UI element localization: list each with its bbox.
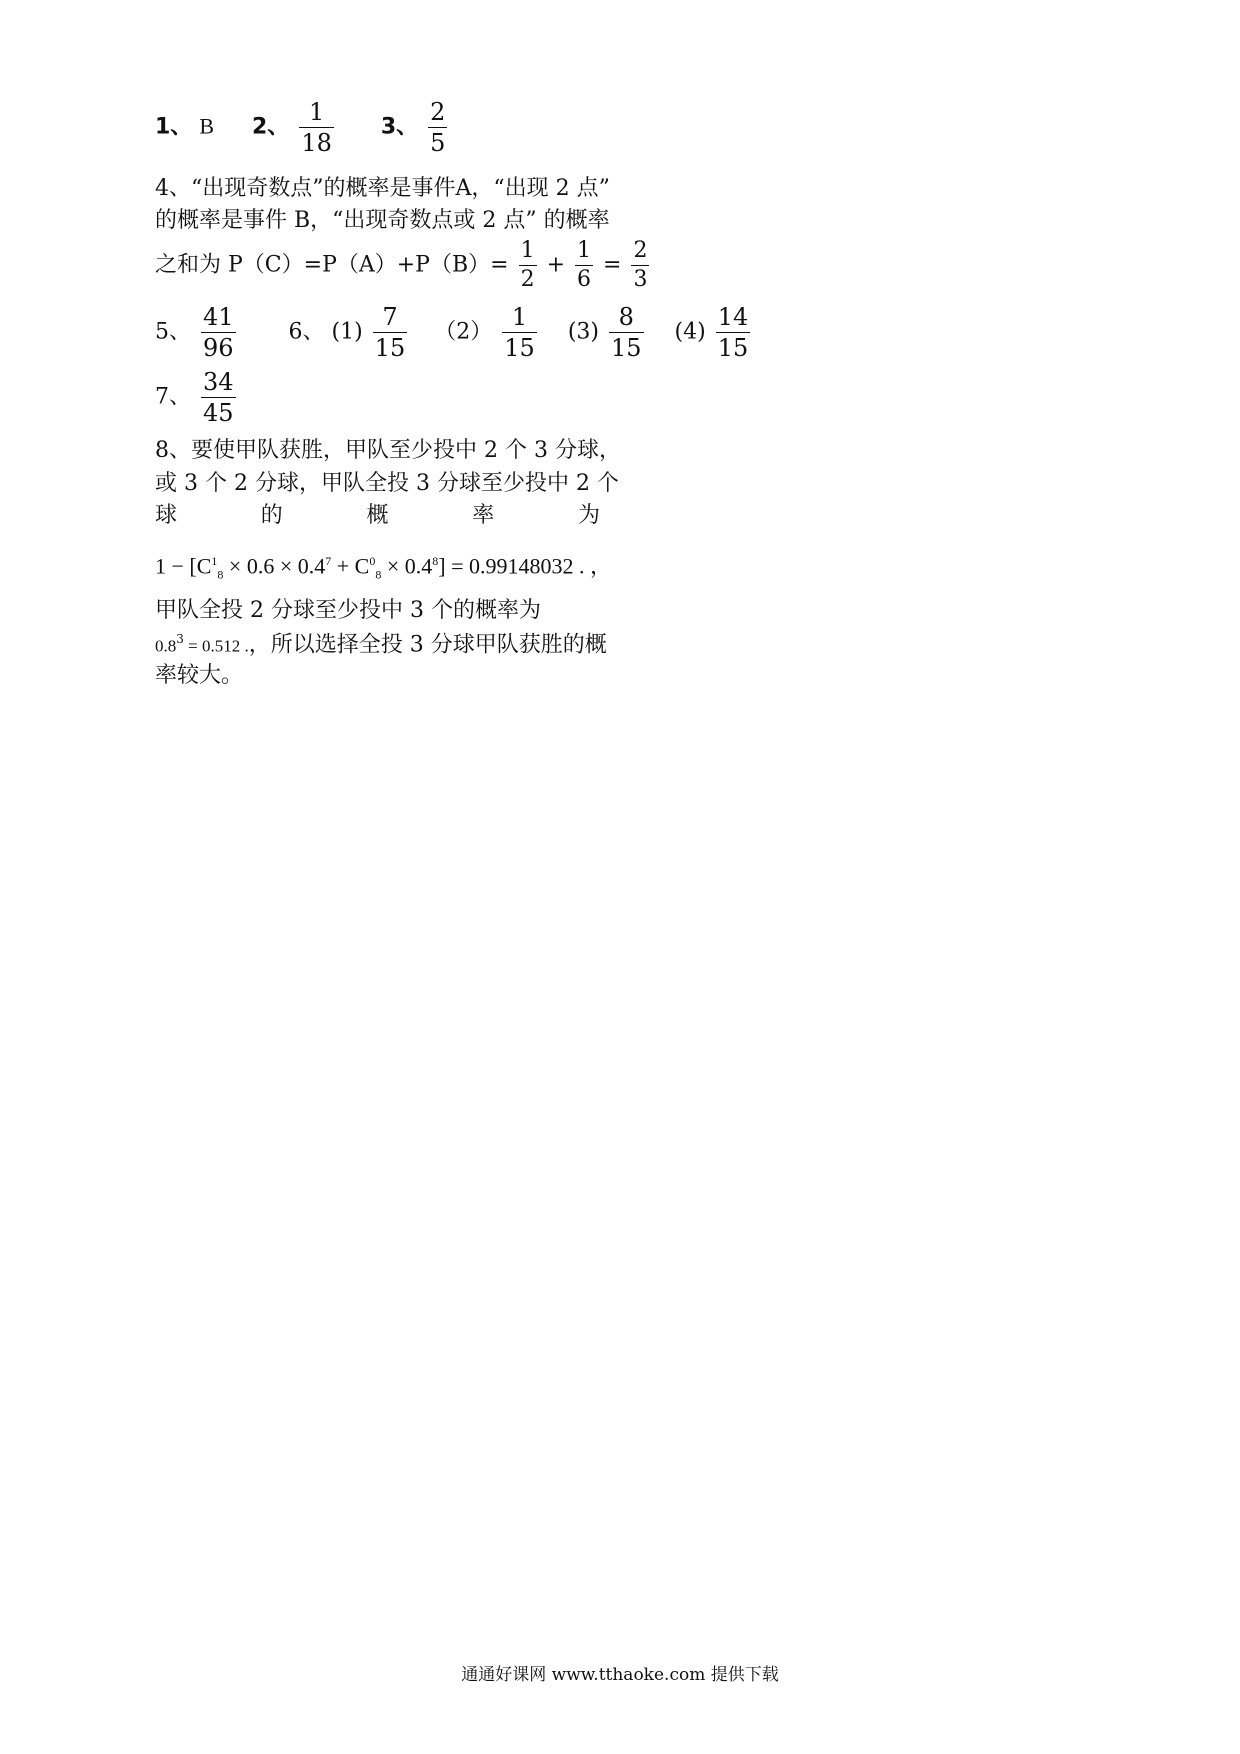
answer-4-equals: = [603,252,622,278]
answer-5-fraction: $\frac{41}{96}$ [203,303,234,362]
answer-7-fraction: $\frac{34}{45}$ [203,368,234,427]
answer-3-fraction: $\frac{2}{5}$ [430,98,446,157]
answer-7-number: 7、 [155,384,191,410]
answer-2-fraction: $\frac{1}{18}$ [301,98,332,157]
answer-6-part-4-label: (4) [674,319,706,345]
answer-6-part-1-fraction: $\frac{7}{15}$ [374,303,406,362]
answer-8-formula: $1 - [C^1_8 \times 0.6 \times 0.4^7 + C^0_8 \times 0.4^8] = 0.99148032$ . ， [155,553,612,582]
answer-7 [155,370,239,425]
answer-5-number: 5、 [155,319,191,345]
answer-6-part-1-label: (1) [331,319,363,345]
answer-8-line-3 [155,505,600,527]
answer-4-fraction-1: $\frac{1}{2}$ [520,238,535,292]
answer-8-word: 的 [260,503,283,528]
answer-8-word: 球 [155,503,178,528]
answer-3-number: 3、 [380,114,419,140]
answer-8-line-1: 8、要使甲队获胜，甲队至少投中 2 个 3 分球， [155,438,621,463]
answer-6-part-2-fraction: $\frac{1}{15}$ [504,303,535,362]
answer-6-part-3-fraction: $\frac{8}{15}$ [610,303,642,362]
answer-8-line-2: 或 3 个 2 分球，甲队全投 3 分球至少投中 2 个 [155,471,619,496]
answers-5-6 [155,305,753,360]
answer-2-number: 2、 [252,114,290,140]
answer-6-number: 6、 [288,319,325,345]
answer-4-fraction-2: $\frac{1}{6}$ [577,238,592,292]
answer-6-part-3-label: (3) [567,319,599,345]
answer-4-plus: + [546,252,566,278]
answer-4-line-1: 4、“出现奇数点”的概率是事件A，“出现 2 点” [155,176,610,201]
answer-8-word: 率 [472,503,495,528]
answer-8-word: 为 [577,503,600,528]
answer-8-line-6: $0.8^3 = 0.512$ .，所以选择全投 3 分球甲队获胜的概 [155,632,607,658]
answers-1-3 [155,100,450,155]
answer-6-part-4-fraction: $\frac{14}{15}$ [717,303,749,362]
answer-8-word: 概 [366,503,389,528]
answer-4-line-2: 的概率是事件 B，“出现奇数点或 2 点” 的概率 [155,208,610,233]
answer-4-fraction-3: $\frac{2}{3}$ [633,238,648,292]
page-footer: 通通好课网 www.tthaoke.com 提供下载 [461,1665,779,1685]
answer-6-part-2-label: （2） [434,319,493,345]
answer-4-prefix: 之和为 P（C）=P（A）+P（B）= [155,252,509,278]
answer-1-value: B [199,113,214,139]
answer-8-line-5: 甲队全投 2 分球至少投中 3 个的概率为 [155,598,541,623]
answer-8-line-7: 率较大。 [155,663,244,688]
answer-4-line-3 [155,240,652,291]
answer-1-number: 1、 [155,114,193,140]
